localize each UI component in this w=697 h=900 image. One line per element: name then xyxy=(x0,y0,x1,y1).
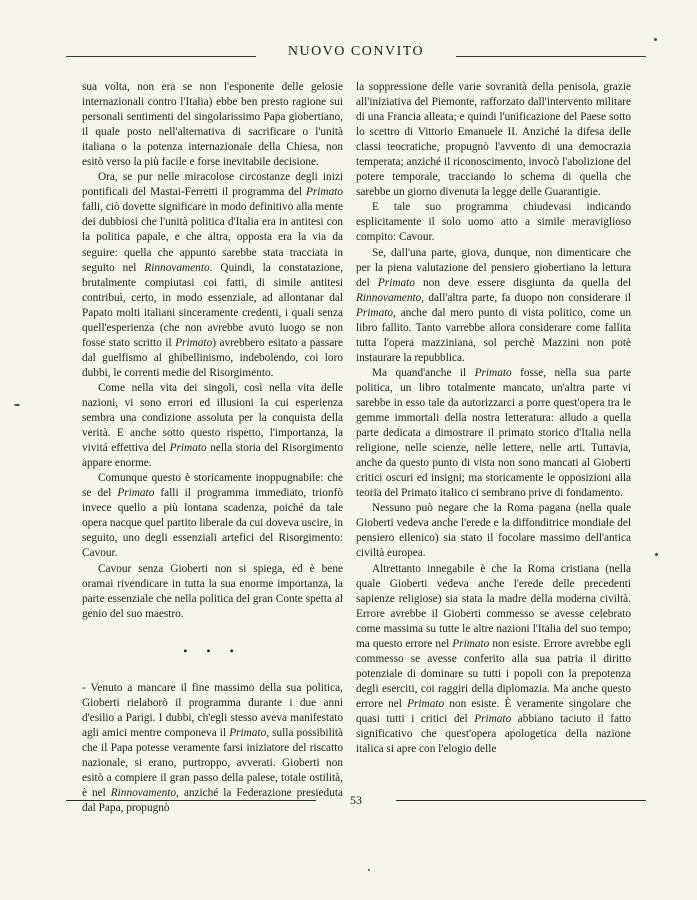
print-speck xyxy=(655,553,658,556)
footer-rule-right xyxy=(396,800,646,801)
paragraph: Altrettanto innegabile è che la Roma cristiana (nella quale Gioberti vedeva anche l'erede delle precedenti sapienze religiose) sia stata la madre della moderna civiltà. Errore avrebbe il Gioberti commesso se avesse celebrato come massima su tutte le altre nazioni l'Italia del suo tempo; ma questo errore nel Primato non esiste. Errore avrebbe egli commesso se avesse conferito alla sua patria il diritto potenziale di dominare su tutti i popoli con la prepotenza degli eserciti, coi raggiri della diplomazia. Ma anche questo errore nel Primato non esiste. È veramente singolare che quasi tutti i critici del Primato abbiano taciuto il fatto significativo che quest'opera apologetica della nazione italica si apre con l'elogio delle xyxy=(356,562,631,756)
paragraph: E tale suo programma chiudevasi indicando esplicitamente il solo uomo atto a simile meraviglioso compito: Cavour. xyxy=(356,201,631,244)
paragraph: Comunque questo è storicamente inoppugnabile: che se del Primato falli il programma immediato, trionfò invece quello a più lontana scadenza, poiché da tale opera nacque quel partito liberale da cui doveva uscire, in seguito, uno degli essenziali artefici del Risorgimento: Cavour. xyxy=(82,472,343,560)
page-footer xyxy=(66,793,646,813)
paragraph: - Venuto a mancare il fine massimo della sua politica, Gioberti rielaborò il programma durante i due anni d'esilio a Parigi. I dubbi, ch'egli stesso aveva manifestato agli amici mentre componeva il Primato, sulla possibilità che il Papa potesse veramente farsi iniziatore del riscatto nazionale, si erano, purtroppo, avverati. Gioberti non esitò a compiere il gran passo della palese, totale ostilità, è nel Rinnovamento, anziché la Federazione presieduta dal Papa, propugnò xyxy=(82,681,344,815)
paragraph: Ma quand'anche il Primato fosse, nella sua parte politica, un libro totalmente mancato, un'altra parte vi sarebbe in esso tale da autorizzarci a porre quest'opera tra le gemme immortali della nostra letteratura: alludo a quella parte dedicata a dimostrare il primato storico d'Italia nella religione, nelle scienze, nelle lettere, nelle arti. Tuttavia, anche da questo punto di vista non sono mancati al Gioberti critici oscuri ed insigni; ma storicamente le opposizioni alla teoria del Primato italico ci sembrano prive di fondamento. xyxy=(356,366,631,500)
paragraph: Se, dall'una parte, giova, dunque, non dimenticare che per la piena valutazione del pensiero giobertiano la lettura del Primato non deve essere disgiunta da quella del Rinnovamento, dall'altra parte, fa duopo non considerare il Primato, anche dal mero punto di vista politico, come un libro fallito. Tanto varrebbe allora considerare come fallita tutta l'opera mazziniana, sol perchè Mazzini non potè instaurare la repubblica. xyxy=(356,246,631,364)
header-rule-right xyxy=(456,56,646,57)
print-speck xyxy=(654,38,657,41)
paragraph: la soppressione delle varie sovranità della penisola, grazie all'iniziativa del Piemonte, rafforzato dall'intervento militare di una Francia alleata; e quindi l'unificazione del Paese sotto lo scettro di Vittorio Emanuele II. Anziché la difesa delle classi teocratiche, propugnò l'avvento di una democrazia temperata; anziché il riconoscimento, invocò l'abolizione del potere temporale, tracciando lo schema di quella che sarebbe un giorno divenuta la legge delle Guarantigie. xyxy=(356,81,631,199)
journal-title: NUOVO CONVITO xyxy=(287,44,425,59)
paragraph: Ora, se pur nelle miracolose circostanze degli inizi pontificali del Mastai-Ferretti il programma del Primato falli, ciò dovette significare in modo definitivo alla mente dei dubbiosi che l'unità politica d'Italia era in antitesi con la politica papale, e che altra, opposta era la via da seguire: quella che appunto sarebbe stata tracciata in seguito nel Rinnovamento. Quindi, la constatazione, brutalmente compiutasi coi fatti, di simile antitesi contribuì, certo, in modo essenziale, ad allontanar dal Papato molti italiani sinceramente credenti, i quali senza quell'esperienza (che non avrebbe avuto luogo se non fosse stato scritto il Primato) avrebbero esitato a passare dal guelfismo al ghibellinismo, indebolendo, coi loro dubbi, le correnti medie del Risorgimento. xyxy=(82,171,344,379)
running-header xyxy=(66,44,646,66)
print-speck xyxy=(368,869,370,871)
paragraph: Cavour senza Gioberti non si spiega, ed è bene oramai rivendicare in tutta la sua enorme importanza, la parte essenziale che nella politica del gran Conte spetta al genio del suo maestro. xyxy=(82,562,343,620)
page-number: 53 xyxy=(350,793,362,807)
paragraph: Nessuno può negare che la Roma pagana (nella quale Gioberti vedeva anche l'erede e la diffonditrice mondiale del pensiero ellenico) sia stato il focolare massimo dell'antica civiltà europea. xyxy=(356,502,631,560)
paragraph: Come nella vita dei singoli, così nella vita delle nazioni, vi sono errori ed illusioni la cui esperienza sembra una condizione assoluta per la conquista della verità. E anche sotto questo rispetto, l'importanza, la vivitá effettiva del Primato nella storia del Risorgimento appare enorme. xyxy=(82,381,344,470)
print-speck xyxy=(14,404,20,406)
right-column xyxy=(356,80,631,757)
left-column xyxy=(82,80,343,816)
paragraph: sua volta, non era se non l'esponente delle gelosie internazionali contro l'Italia) ebbe ben presto ragione sui personali sentimenti del singolarissimo Papa giobertiano, il quale posto nell'alternativa di sacrificare o l'unità italiana o la potenza internazionale della Chiesa, non esitò verso la più facile e forse inevitabile decisione. xyxy=(82,81,343,169)
section-separator: • • • xyxy=(183,643,242,658)
